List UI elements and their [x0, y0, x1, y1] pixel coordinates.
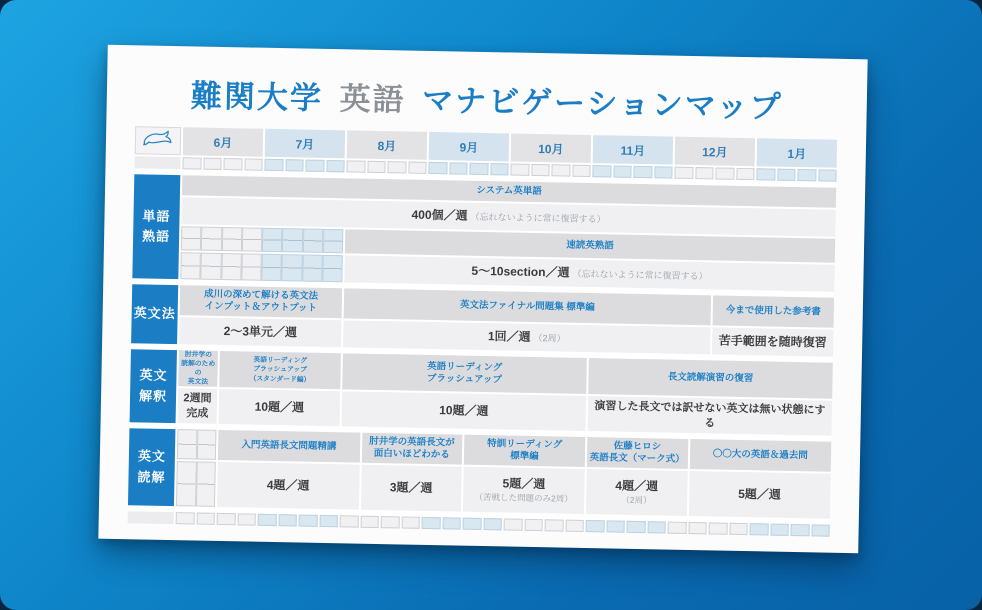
study-pace-block	[343, 320, 710, 354]
pace-value: 4題／週	[615, 478, 659, 494]
pace-note: （忘れないように常に復習する）	[572, 268, 708, 282]
study-map-paper	[98, 45, 867, 553]
month-header: 9月	[429, 132, 510, 162]
study-pace-block: 2週間 完成	[178, 388, 218, 424]
book-title-block: 特訓リーディング 標準編	[464, 435, 586, 467]
week-cell	[750, 523, 769, 535]
month-header: 7月	[265, 129, 346, 159]
empty-week-cell	[262, 228, 283, 252]
week-cell	[633, 166, 652, 178]
week-cell	[442, 517, 461, 529]
week-cell	[654, 166, 673, 178]
week-cell	[490, 163, 509, 175]
week-cell	[483, 518, 502, 530]
book-title-block: システム英単語	[182, 175, 836, 208]
dolphin-icon	[142, 128, 174, 154]
pace-value: 5題／週	[502, 476, 546, 492]
week-cell	[408, 162, 427, 174]
empty-week-cell	[282, 254, 303, 281]
study-pace-block	[217, 462, 359, 510]
study-pace-block	[463, 467, 585, 514]
week-cell	[264, 159, 283, 171]
week-cell	[627, 521, 646, 533]
pace-note: （2周）	[533, 332, 566, 344]
empty-week-cell	[242, 227, 263, 251]
week-cell	[401, 516, 420, 528]
week-cell	[463, 518, 482, 530]
section-label-grammar: 英文法	[131, 284, 178, 344]
book-title-block: 英文法ファイナル問題集 標準編	[344, 288, 712, 325]
week-cell	[510, 164, 529, 176]
empty-week-cell	[196, 430, 216, 460]
week-cell	[469, 163, 488, 175]
week-cell	[715, 167, 734, 179]
page-title	[106, 45, 867, 129]
week-cell	[572, 165, 591, 177]
week-cell	[688, 522, 707, 534]
week-cell	[196, 513, 215, 525]
pace-note: （忘れないように常に復習する）	[470, 211, 606, 225]
study-pace-block	[688, 471, 830, 519]
week-cell	[285, 159, 304, 171]
title-subject: 英語	[339, 81, 406, 118]
empty-week-cell	[323, 229, 344, 253]
week-cell	[524, 519, 543, 531]
week-cell	[606, 520, 625, 532]
week-cell	[736, 168, 755, 180]
week-cell	[811, 524, 830, 536]
week-cell	[770, 524, 789, 536]
pace-value: 10題／週	[439, 402, 489, 418]
pace-value: 1回／週	[487, 328, 531, 344]
empty-week-cell	[201, 253, 222, 280]
week-cell	[237, 513, 256, 525]
section-label-vocabulary: 単語 熟語	[132, 174, 180, 279]
book-title-block: 速読英熟語	[345, 229, 835, 262]
title-university: 難関大学	[190, 78, 324, 116]
week-cell	[586, 520, 605, 532]
week-cell	[326, 160, 345, 172]
study-pace-block	[179, 317, 341, 347]
week-cell	[668, 522, 687, 534]
study-pace-block	[586, 469, 687, 516]
pace-note: （2周）	[621, 494, 652, 506]
week-cell	[381, 516, 400, 528]
week-cell	[258, 514, 277, 526]
empty-week-grid	[180, 252, 342, 282]
book-title-block: 入門英語長文問題精講	[218, 430, 360, 463]
week-cell	[592, 165, 611, 177]
empty-week-grid	[176, 461, 216, 507]
book-title-block: 今まで使用した参考書	[713, 295, 835, 327]
week-cell	[729, 523, 748, 535]
pace-value: 400個／週	[411, 207, 468, 223]
month-header: 12月	[675, 137, 756, 167]
empty-week-cell	[201, 227, 222, 251]
pace-value: 5〜10section／週	[471, 263, 570, 280]
week-cell	[319, 515, 338, 527]
month-header: 11月	[593, 135, 674, 165]
empty-week-cell	[176, 461, 196, 506]
book-title-block: 成川の深めて解ける英文法 インプット＆アウトプット	[180, 285, 343, 318]
pace-value: 4題／週	[266, 477, 310, 493]
empty-week-grid	[177, 429, 217, 460]
empty-week-cell	[177, 429, 197, 459]
book-title-block: 英語リーディング ブラッシュアップ	[342, 353, 587, 394]
week-cell	[531, 164, 550, 176]
week-cell	[551, 164, 570, 176]
study-pace-block	[712, 327, 833, 356]
study-map	[128, 126, 837, 536]
section-label-reading: 英文 読解	[128, 428, 175, 506]
empty-week-cell	[261, 254, 282, 281]
week-cell	[244, 158, 263, 170]
week-cell	[756, 168, 775, 180]
book-title-block: 佐藤ヒロシ 英語長文（マーク式）	[587, 437, 688, 469]
month-header: 8月	[347, 130, 428, 160]
book-title-block: 長文読解演習の復習	[588, 358, 833, 399]
book-title-block: 肘井学の 読解のための 英文法	[178, 350, 218, 387]
empty-week-cell	[302, 229, 323, 253]
study-pace-block	[360, 465, 461, 512]
empty-week-cell	[221, 227, 242, 251]
empty-week-grid	[181, 226, 343, 253]
week-cell	[797, 169, 816, 181]
week-cell	[305, 160, 324, 172]
empty-week-cell	[302, 255, 323, 282]
week-cell	[203, 158, 222, 170]
empty-week-cell	[180, 252, 201, 279]
week-cell	[367, 161, 386, 173]
book-title-block: 〇〇大の英語＆過去問	[689, 439, 831, 472]
week-cell	[545, 519, 564, 531]
week-cell	[647, 521, 666, 533]
week-cell	[428, 162, 447, 174]
section-label-interpretation: 英文 解釈	[130, 349, 177, 423]
empty-week-cell	[181, 226, 202, 250]
book-title-block: 肘井学の英語長文が 面白いほどわかる	[361, 433, 462, 465]
month-header: 10月	[511, 134, 592, 164]
study-pace-block	[342, 391, 587, 431]
week-cell	[777, 169, 796, 181]
week-cell	[504, 518, 523, 530]
week-cell	[387, 161, 406, 173]
week-cell	[449, 162, 468, 174]
week-strip-stub	[128, 511, 174, 524]
title-map-name: マナビゲーションマップ	[421, 82, 783, 125]
week-strip-stub	[134, 156, 180, 169]
week-cell	[695, 167, 714, 179]
empty-week-cell	[195, 462, 215, 507]
week-cell	[182, 157, 201, 169]
week-cell	[709, 522, 728, 534]
pace-value: 10題／週	[254, 399, 305, 415]
study-pace-block	[587, 396, 832, 436]
week-cell	[346, 160, 365, 172]
pace-value: 5題／週	[738, 486, 782, 502]
empty-week-cell	[322, 255, 343, 282]
week-cell	[223, 158, 242, 170]
pace-note: （苦戦した問題のみ2周）	[474, 491, 573, 504]
week-cell	[565, 520, 584, 532]
week-cell	[360, 516, 379, 528]
week-cell	[674, 167, 693, 179]
pace-value: 演習した長文では訳せない英文は無い状態にする	[594, 400, 826, 429]
week-cell	[217, 513, 236, 525]
month-header: 1月	[757, 138, 838, 168]
empty-week-cell	[241, 253, 262, 280]
week-cell	[818, 169, 837, 181]
book-title-block: 英語リーディング ブラッシュアップ （スタンダード編）	[219, 351, 341, 389]
empty-week-cell	[221, 253, 242, 280]
week-cell	[176, 512, 195, 524]
month-header: 6月	[183, 127, 264, 157]
week-cell	[340, 515, 359, 527]
pace-value: 3題／週	[389, 479, 433, 495]
pace-value: 2〜3単元／週	[223, 323, 298, 340]
week-cell	[422, 517, 441, 529]
empty-week-cell	[282, 228, 303, 252]
study-pace-block	[219, 389, 341, 426]
week-cell	[278, 514, 297, 526]
week-cell	[791, 524, 810, 536]
week-cell	[613, 165, 632, 177]
pace-value: 苦手範囲を随時復習	[718, 333, 827, 350]
legend-cell	[135, 126, 182, 155]
week-cell	[299, 515, 318, 527]
